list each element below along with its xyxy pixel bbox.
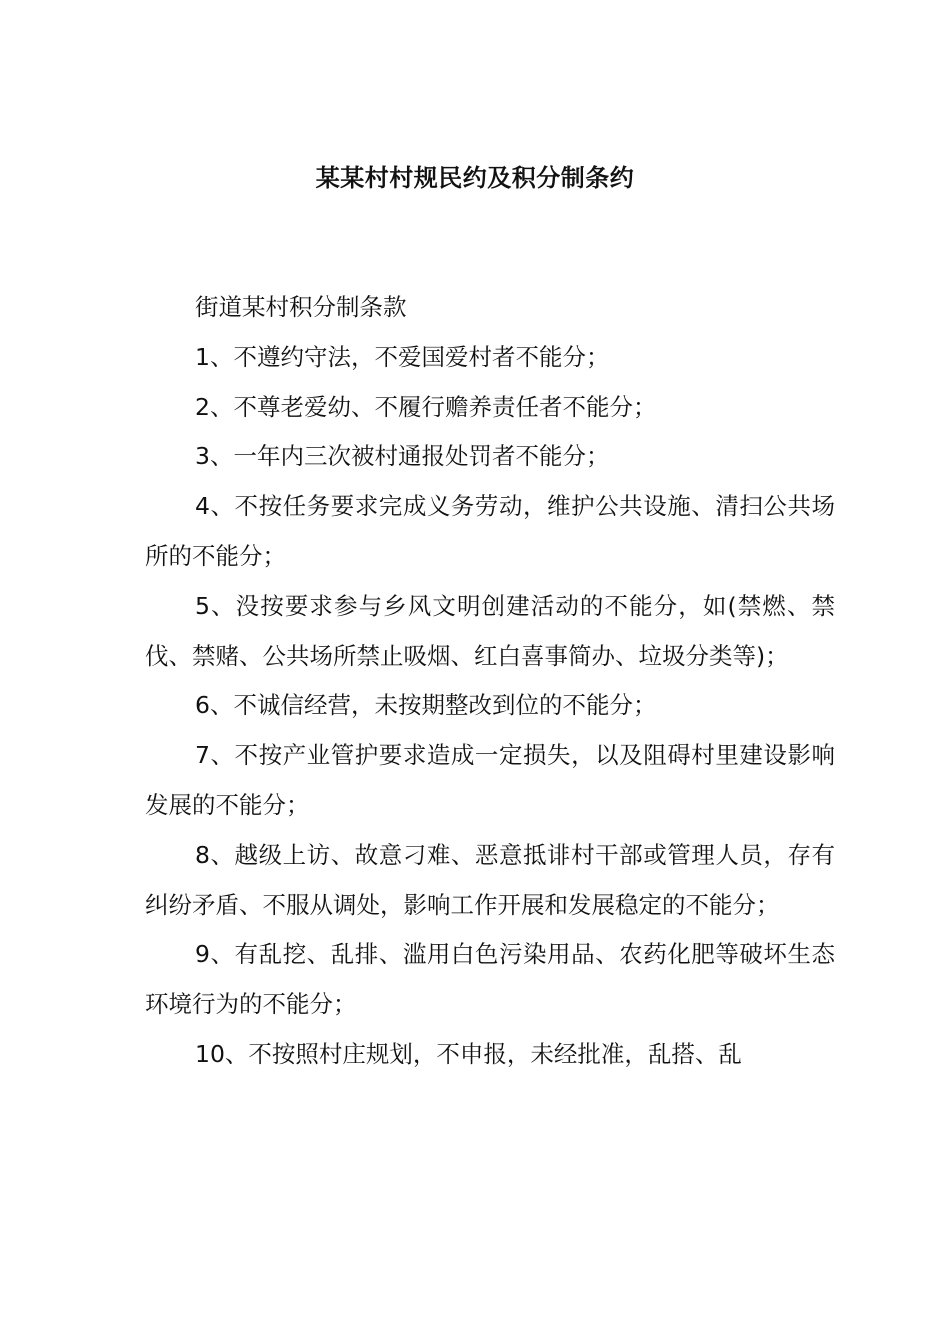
section-heading: 街道某村积分制条款 (195, 293, 407, 321)
clause-5: 5、没按要求参与乡风文明创建活动的不能分，如(禁燃、禁伐、禁赌、公共场所禁止吸烟、红白喜事简办、垃圾分类等)； (145, 591, 835, 670)
clause-2: 2、不尊老爱幼、不履行赡养责任者不能分； (195, 392, 657, 421)
clause-4: 4、不按任务要求完成义务劳动，维护公共设施、清扫公共场所的不能分； (145, 492, 835, 570)
page-title: 某某村村规民约及积分制条约 (315, 164, 635, 192)
document-body (145, 283, 835, 1080)
clause-6: 6、不诚信经营，未按期整改到位的不能分； (195, 691, 657, 720)
clause-7: 7、不按产业管护要求造成一定损失，以及阻碍村里建设影响发展的不能分； (145, 741, 835, 819)
clause-8: 8、越级上访、故意刁难、恶意抵诽村干部或管理人员，存有纠纷矛盾、不服从调处，影响工作开展和发展稳定的不能分； (145, 840, 835, 919)
clause-3: 3、一年内三次被村通报处罚者不能分； (195, 442, 610, 471)
clause-10: 10、不按照村庄规划，不申报，未经批准，乱搭、乱 (195, 1039, 742, 1068)
clause-1: 1、不遵约守法，不爱国爱村者不能分； (195, 342, 610, 371)
clause-9: 9、有乱挖、乱排、滥用白色污染用品、农药化肥等破坏生态环境行为的不能分； (145, 940, 835, 1019)
